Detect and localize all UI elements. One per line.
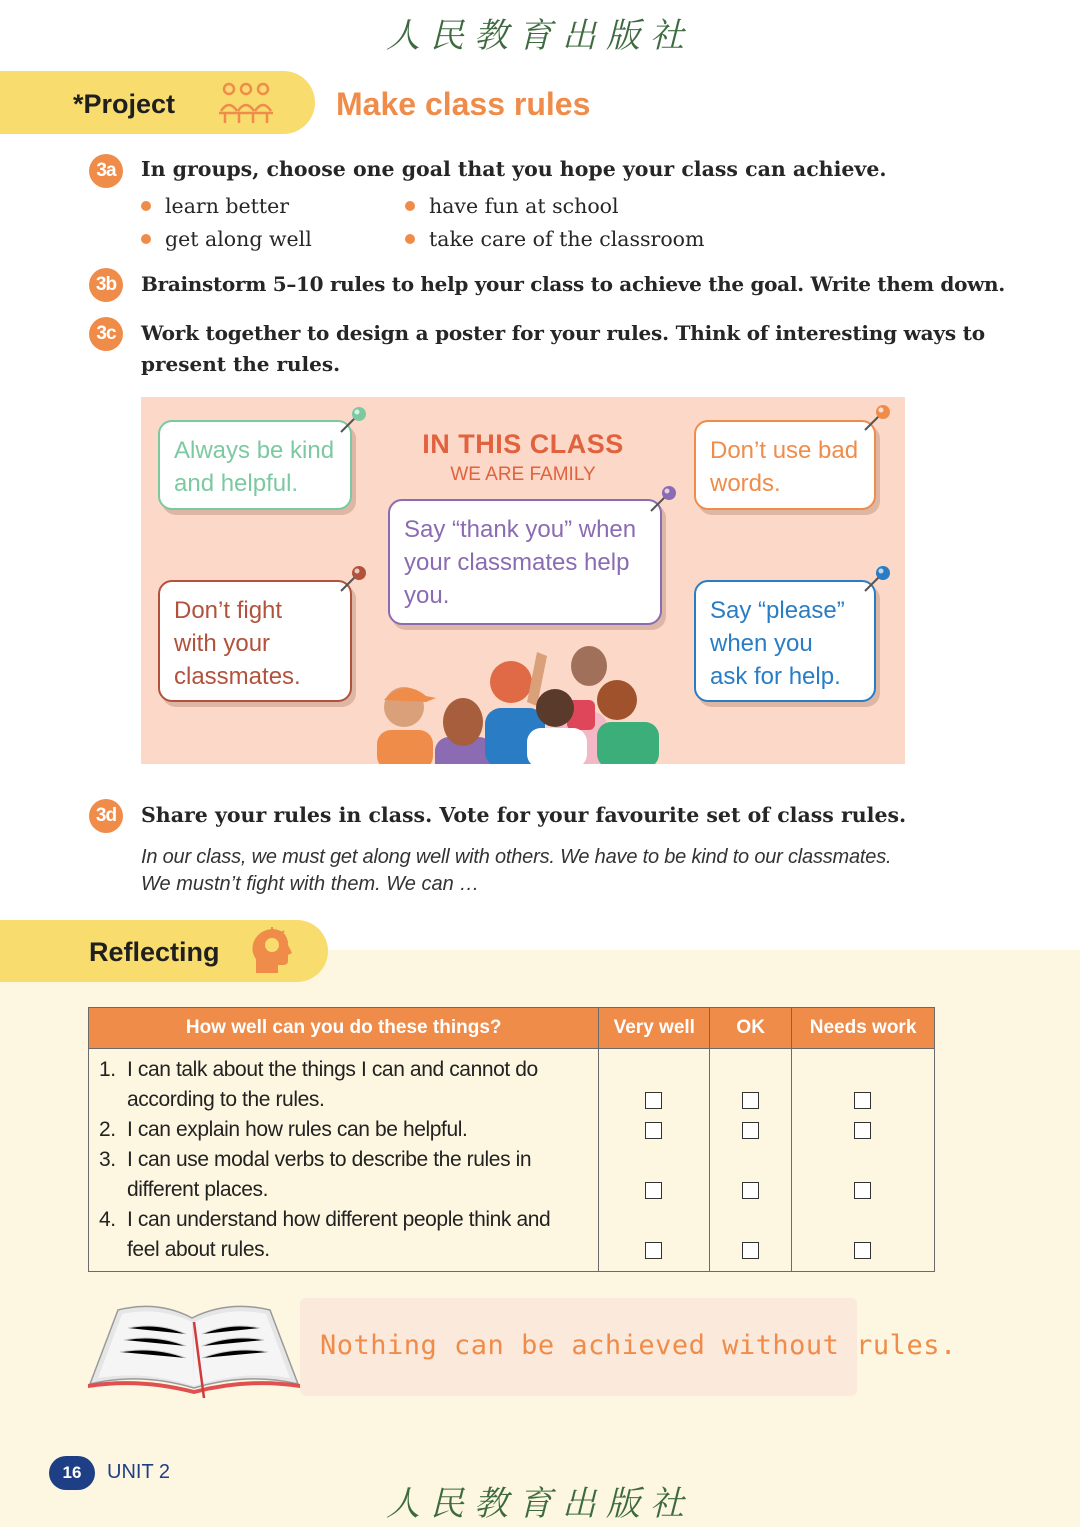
rule-note-text: ask for help.: [710, 663, 841, 690]
checkbox-needs-work-1[interactable]: [854, 1092, 871, 1109]
task-badge-3a: 3a: [89, 154, 123, 188]
lightbulb-head-icon: [250, 925, 294, 981]
item-text: different places.: [127, 1178, 269, 1201]
rule-note: [694, 580, 876, 702]
goal-option: [405, 227, 704, 251]
pushpin-icon: [337, 402, 371, 436]
rule-note-text: you.: [404, 582, 450, 609]
checkbox-very-well-4[interactable]: [645, 1242, 662, 1259]
pushpin-icon: [861, 561, 895, 595]
goal-option: [141, 227, 312, 251]
students-illustration: [377, 642, 677, 764]
item-text: according to the rules.: [127, 1088, 325, 1111]
checkbox-very-well-2[interactable]: [645, 1122, 662, 1139]
goal-option-text: learn better: [165, 194, 290, 218]
pushpin-icon: [861, 400, 895, 434]
checkbox-very-well-3[interactable]: [645, 1182, 662, 1199]
task-3c-instruction-line2: present the rules.: [141, 352, 341, 376]
rule-note-text: Always be kind: [174, 437, 335, 464]
task-3d-instruction: Share your rules in class. Vote for your favourite set of class rules.: [141, 803, 907, 827]
rule-note-text: classmates.: [174, 663, 301, 690]
rule-note-text: with your: [174, 630, 271, 657]
item-number: 3.: [99, 1148, 116, 1171]
table-header-ok: OK: [710, 1008, 792, 1049]
rule-note-text: your classmates help: [404, 549, 630, 576]
checkbox-needs-work-3[interactable]: [854, 1182, 871, 1199]
bullet-dot: [405, 201, 415, 211]
table-header-very-well: Very well: [599, 1008, 710, 1049]
class-rules-poster: [141, 397, 905, 764]
rule-note: [158, 420, 352, 510]
list-item-continuation: [99, 1175, 598, 1205]
checkbox-very-well-1[interactable]: [645, 1092, 662, 1109]
list-item: [99, 1145, 598, 1175]
rule-note-text: when you: [710, 630, 813, 657]
item-number: 1.: [99, 1058, 116, 1081]
bullet-dot: [141, 201, 151, 211]
item-text: I can understand how different people think and: [127, 1208, 551, 1231]
task-badge-3c: 3c: [89, 317, 123, 351]
motto-text: Nothing can be achieved without rules.: [320, 1330, 957, 1361]
item-number: 4.: [99, 1208, 116, 1231]
project-label: *Project: [73, 89, 176, 119]
checkbox-ok-1[interactable]: [742, 1092, 759, 1109]
publisher-watermark-top: 人民教育出版社: [386, 16, 694, 56]
list-item-continuation: [99, 1235, 598, 1265]
goal-option-text: have fun at school: [429, 194, 619, 218]
poster-subheading: WE ARE FAMILY: [450, 464, 596, 485]
item-text: I can use modal verbs to describe the rules in: [127, 1148, 532, 1171]
goal-option-text: get along well: [165, 227, 312, 251]
checkbox-ok-4[interactable]: [742, 1242, 759, 1259]
goal-option: [141, 194, 289, 218]
rule-note-text: Don’t fight: [174, 597, 283, 624]
checkbox-needs-work-4[interactable]: [854, 1242, 871, 1259]
list-item: [99, 1205, 598, 1235]
pushpin-icon: [337, 561, 371, 595]
unit-label: UNIT 2: [107, 1461, 170, 1483]
rule-note: [388, 499, 662, 625]
goal-option: [405, 194, 619, 218]
self-assessment-table: [88, 1007, 935, 1272]
rule-note: [158, 580, 352, 702]
item-text: I can explain how rules can be helpful.: [127, 1118, 468, 1141]
rule-note: [694, 420, 876, 510]
publisher-watermark-bottom: 人民教育出版社: [386, 1484, 694, 1524]
table-header-needs-work: Needs work: [792, 1008, 935, 1049]
task-badge-3d: 3d: [89, 799, 123, 833]
checkbox-ok-3[interactable]: [742, 1182, 759, 1199]
item-number: 2.: [99, 1118, 116, 1141]
task-3a-instruction: In groups, choose one goal that you hope your class can achieve.: [141, 157, 887, 181]
pushpin-icon: [647, 481, 681, 515]
ok-column: [710, 1049, 792, 1272]
example-text-line1: In our class, we must get along well with others. We have to be kind to our classmates.: [141, 846, 892, 868]
poster-heading: IN THIS CLASS: [422, 429, 624, 459]
task-badge-3b: 3b: [89, 268, 123, 302]
rule-note-text: Don’t use bad: [710, 437, 859, 464]
goal-option-text: take care of the classroom: [429, 227, 705, 251]
rule-note-text: and helpful.: [174, 470, 299, 497]
rule-note-text: Say “please”: [710, 597, 845, 624]
rule-note-text: Say “thank you” when: [404, 516, 637, 543]
skills-list: [89, 1049, 599, 1272]
checkbox-ok-2[interactable]: [742, 1122, 759, 1139]
bullet-dot: [405, 234, 415, 244]
item-text: I can talk about the things I can and cannot do: [127, 1058, 538, 1081]
table-header-skill: How well can you do these things?: [89, 1008, 599, 1049]
bullet-dot: [141, 234, 151, 244]
rule-note-text: words.: [710, 470, 781, 497]
needs-work-column: [792, 1049, 935, 1272]
project-title: Make class rules: [336, 86, 591, 122]
list-item: [99, 1055, 598, 1085]
list-item: [99, 1115, 598, 1145]
example-text-line2: We mustn’t fight with them. We can …: [141, 873, 480, 895]
page-number: 16: [49, 1456, 95, 1490]
task-3c-instruction-line1: Work together to design a poster for your rules. Think of interesting ways to: [141, 321, 985, 345]
list-item-continuation: [99, 1085, 598, 1115]
group-of-people-icon: [217, 81, 275, 129]
item-text: feel about rules.: [127, 1238, 270, 1261]
checkbox-needs-work-2[interactable]: [854, 1122, 871, 1139]
reflecting-label: Reflecting: [89, 937, 220, 967]
very-well-column: [599, 1049, 710, 1272]
open-book-icon: [88, 1298, 300, 1402]
task-3b-instruction: Brainstorm 5–10 rules to help your class to achieve the goal. Write them down.: [141, 272, 1005, 296]
